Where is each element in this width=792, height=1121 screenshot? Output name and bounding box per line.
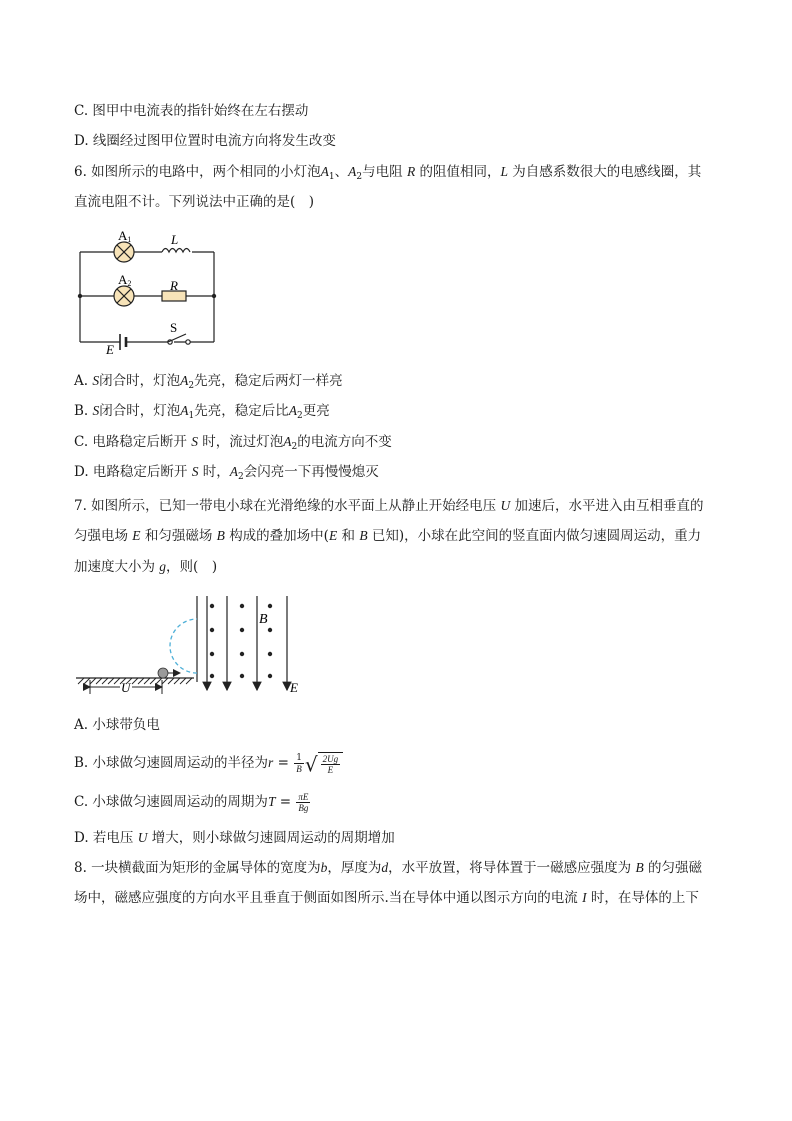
q7-option-b: B. 小球做匀速圆周运动的半径为r = $\frac{1}{B}$ √ $\frac{2Ug}{E}$ — [74, 752, 343, 775]
q6-stem-line2: 直流电阻不计。下列说法中正确的是( ) — [74, 194, 315, 210]
prev-option-d: D. 线圈经过图甲位置时电流方向将发生改变 — [74, 133, 336, 149]
label-b: B — [259, 612, 268, 627]
q6-stem-line1: 6. 如图所示的电路中，两个相同的小灯泡$A_1$、$A_2$与电阻 R 的阻值相同，L 为自感系数很大的电感线圈，其 — [74, 164, 702, 182]
q6-circuit-diagram — [74, 226, 224, 356]
q7-option-c: C. 小球做匀速圆周运动的周期为T = $\frac{\pi E}{Bg}$ — [74, 792, 309, 813]
q7-stem-line3: 加速度大小为 g，则( ) — [74, 559, 218, 575]
q7-option-d: D. 若电压 U 增大，则小球做匀速圆周运动的周期增加 — [74, 830, 395, 846]
label-l: L — [171, 232, 179, 247]
q6-option-b: B. S闭合时，灯泡$A_1$先亮，稳定后比$A_2$更亮 — [74, 403, 330, 421]
label-a2: A2 — [118, 272, 132, 288]
q6-option-c: C. 电路稳定后断开 S 时，流过灯泡$A_2$的电流方向不变 — [74, 434, 392, 452]
label-s: S — [170, 320, 178, 335]
q7-option-a: A. 小球带负电 — [74, 717, 160, 733]
label-u: U — [121, 680, 131, 695]
label-e: E — [106, 342, 114, 356]
q6-option-d: D. 电路稳定后断开 S 时，$A_2$会闪亮一下再慢慢熄灭 — [74, 464, 379, 482]
label-a1: A1 — [118, 228, 132, 244]
label-e-field: E — [290, 680, 298, 695]
q7-stem-line1: 7. 如图所示，已知一带电小球在光滑绝缘的水平面上从静止开始经电压 U 加速后，水平进入由互相垂直的 — [74, 498, 704, 514]
label-r: R — [170, 278, 178, 293]
q7-stem-line2: 匀强电场 E 和匀强磁场 B 构成的叠加场中(E 和 B 已知)，小球在此空间的竖直面内做匀速圆周运动，重力 — [74, 528, 702, 544]
prev-option-c: C. 图甲中电流表的指针始终在左右摆动 — [74, 103, 309, 119]
q6-option-a: A. S闭合时，灯泡$A_2$先亮，稳定后两灯一样亮 — [74, 373, 343, 391]
q8-stem-line2: 场中，磁感应强度的方向水平且垂直于侧面如图所示.当在导体中通以图示方向的电流 I 时，在导体的上下 — [74, 890, 699, 906]
q7-field-diagram — [74, 590, 304, 700]
q8-stem-line1: 8. 一块横截面为矩形的金属导体的宽度为b，厚度为d，水平放置，将导体置于一磁感应强度为 B 的匀强磁 — [74, 860, 703, 876]
